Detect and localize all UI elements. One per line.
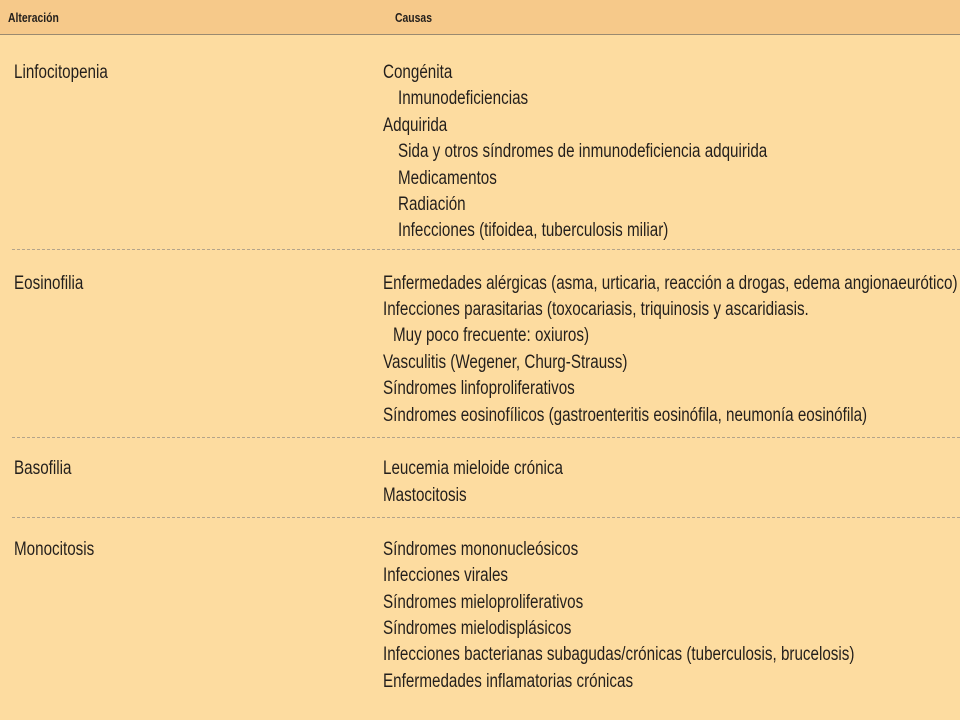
- cause-line: Infecciones parasitarias (toxocariasis, triquinosis y ascaridiasis.: [383, 299, 809, 320]
- cause-line: Síndromes mieloproliferativos: [383, 592, 584, 613]
- row-name-eosinofilia: Eosinofilia: [14, 273, 84, 294]
- cause-line: Infecciones (tifoidea, tuberculosis miliar): [398, 220, 669, 241]
- header-alteracion: Alteración: [8, 10, 59, 25]
- cause-line: Mastocitosis: [383, 485, 467, 506]
- row-divider: [12, 249, 960, 250]
- cause-line: Infecciones bacterianas subagudas/crónicas (tuberculosis, brucelosis): [383, 644, 855, 665]
- cause-line: Adquirida: [383, 115, 448, 136]
- cause-line: Medicamentos: [398, 168, 497, 189]
- cause-line: Enfermedades alérgicas (asma, urticaria, reacción a drogas, edema angionaeurótico): [383, 273, 958, 294]
- cause-line: Síndromes linfoproliferativos: [383, 378, 575, 399]
- cause-line: Inmunodeficiencias: [398, 88, 529, 109]
- header-causas: Causas: [395, 10, 432, 25]
- row-name-basofilia: Basofilia: [14, 458, 72, 479]
- cause-line: Leucemia mieloide crónica: [383, 458, 563, 479]
- cause-line: Vasculitis (Wegener, Churg-Strauss): [383, 352, 628, 373]
- cause-line: Síndromes eosinofílicos (gastroenteritis eosinófila, neumonía eosinófila): [383, 405, 868, 426]
- cause-line: Síndromes mononucleósicos: [383, 539, 579, 560]
- row-divider: [12, 517, 960, 518]
- row-name-linfocitopenia: Linfocitopenia: [14, 62, 108, 83]
- cause-line: Infecciones virales: [383, 565, 509, 586]
- cause-line: Sida y otros síndromes de inmunodeficiencia adquirida: [398, 141, 768, 162]
- cause-line: Congénita: [383, 62, 453, 83]
- header-divider: [0, 34, 960, 35]
- cause-line: Enfermedades inflamatorias crónicas: [383, 671, 634, 692]
- cause-line: Radiación: [398, 194, 466, 215]
- table-header: [0, 0, 960, 34]
- cause-line: Síndromes mielodisplásicos: [383, 618, 572, 639]
- row-divider: [12, 437, 960, 438]
- cause-line: Muy poco frecuente: oxiuros): [393, 325, 590, 346]
- row-name-monocitosis: Monocitosis: [14, 539, 95, 560]
